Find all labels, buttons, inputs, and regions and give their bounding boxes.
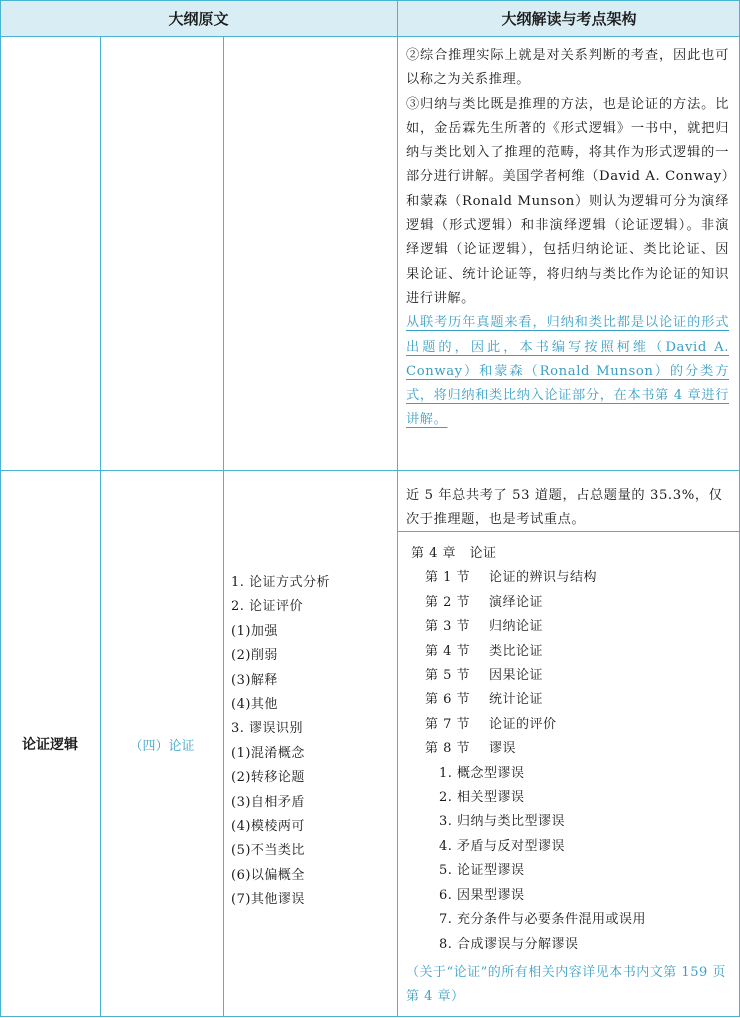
toc-section: 第 7 节 论证的评价 (425, 716, 557, 732)
exam-statistics: 近 5 年总共考了 53 道题，占总题量的 35.3%，仅次于推理题，也是考试重点。 (406, 488, 723, 528)
reference-note: （关于“论证”的所有相关内容详见本书内文第 159 页第 4 章） (406, 965, 726, 1005)
outline-item: (1)加强 (231, 623, 278, 639)
header-outline-original: 大纲原文 (0, 0, 397, 36)
paragraph-relation-reasoning: ②综合推理实际上就是对关系判断的考查，因此也可以称之为关系推理。 (406, 48, 729, 88)
top-interpretation (406, 44, 729, 433)
toc-section: 第 8 节 谬误 (425, 741, 517, 757)
category-label: 论证逻辑 (22, 737, 78, 753)
toc-section: 第 1 节 论证的辨识与结构 (425, 570, 598, 586)
toc-fallacy-item: 7. 充分条件与必要条件混用或误用 (439, 912, 647, 928)
outline-item: (4)其他 (231, 697, 278, 713)
header-divider (0, 36, 740, 37)
header-interpretation: 大纲解读与考点架构 (398, 0, 740, 36)
toc-fallacy-item: 3. 归纳与类比型谬误 (439, 814, 566, 830)
toc-section: 第 3 节 归纳论证 (425, 619, 544, 635)
outline-list (231, 571, 330, 913)
chapter-title: 第 4 章 论证 (411, 546, 497, 561)
outline-item: (2)削弱 (231, 648, 278, 664)
toc-fallacy-item: 4. 矛盾与反对型谬误 (439, 838, 566, 854)
border-top (0, 0, 740, 1)
subcategory-label: （四）论证 (129, 738, 195, 754)
col-divider-3 (397, 0, 398, 1017)
outline-item: (7)其他谬误 (231, 892, 305, 908)
outline-item: 3. 谬误识别 (231, 721, 304, 737)
chapter-toc (411, 542, 646, 957)
highlight-note: 从联考历年真题来看，归纳和类比都是以论证的形式出题的，因此，本书编写按照柯维（David A. Conway）和蒙森（Ronald Munson）的分类方式，将归纳和类比纳入论证部分，在本书第 4 章进行讲解。 (406, 315, 729, 428)
outline-item: (1)混淆概念 (231, 745, 305, 761)
outline-item: (2)转移论题 (231, 770, 305, 786)
col-divider-2 (223, 36, 224, 1017)
toc-fallacy-item: 5. 论证型谬误 (439, 863, 525, 879)
toc-fallacy-item: 6. 因果型谬误 (439, 887, 525, 903)
outline-item: (3)自相矛盾 (231, 794, 305, 810)
toc-section: 第 5 节 因果论证 (425, 668, 544, 684)
outline-item: (4)模棱两可 (231, 819, 305, 835)
toc-fallacy-item: 1. 概念型谬误 (439, 765, 525, 781)
toc-section: 第 6 节 统计论证 (425, 692, 544, 708)
outline-item: 1. 论证方式分析 (231, 575, 331, 590)
outline-item: (6)以偏概全 (231, 867, 305, 883)
toc-fallacy-item: 8. 合成谬误与分解谬误 (439, 936, 579, 952)
outline-item: (3)解释 (231, 672, 278, 688)
outline-item: (5)不当类比 (231, 843, 305, 859)
toc-section: 第 4 节 类比论证 (425, 643, 544, 659)
toc-section: 第 2 节 演绎论证 (425, 594, 544, 610)
toc-fallacy-item: 2. 相关型谬误 (439, 790, 525, 806)
paragraph-induction-analogy: ③归纳与类比既是推理的方法，也是论证的方法。比如，金岳霖先生所著的《形式逻辑》一书中，就把归纳与类比划入了推理的范畴，将其作为形式逻辑的一部分进行讲解。美国学者柯维（David A. Conway）和蒙森（Ronald Munson）则认为逻辑可分为演绎逻辑（形式逻辑）和非演绎逻辑（论证逻辑）。非演绎逻辑（论证逻辑），包括归纳论证、类比论证、因果论证、统计论证等，将归纳与类比作为论证的知识进行讲解。 (406, 96, 729, 306)
outline-item: 2. 论证评价 (231, 599, 304, 615)
